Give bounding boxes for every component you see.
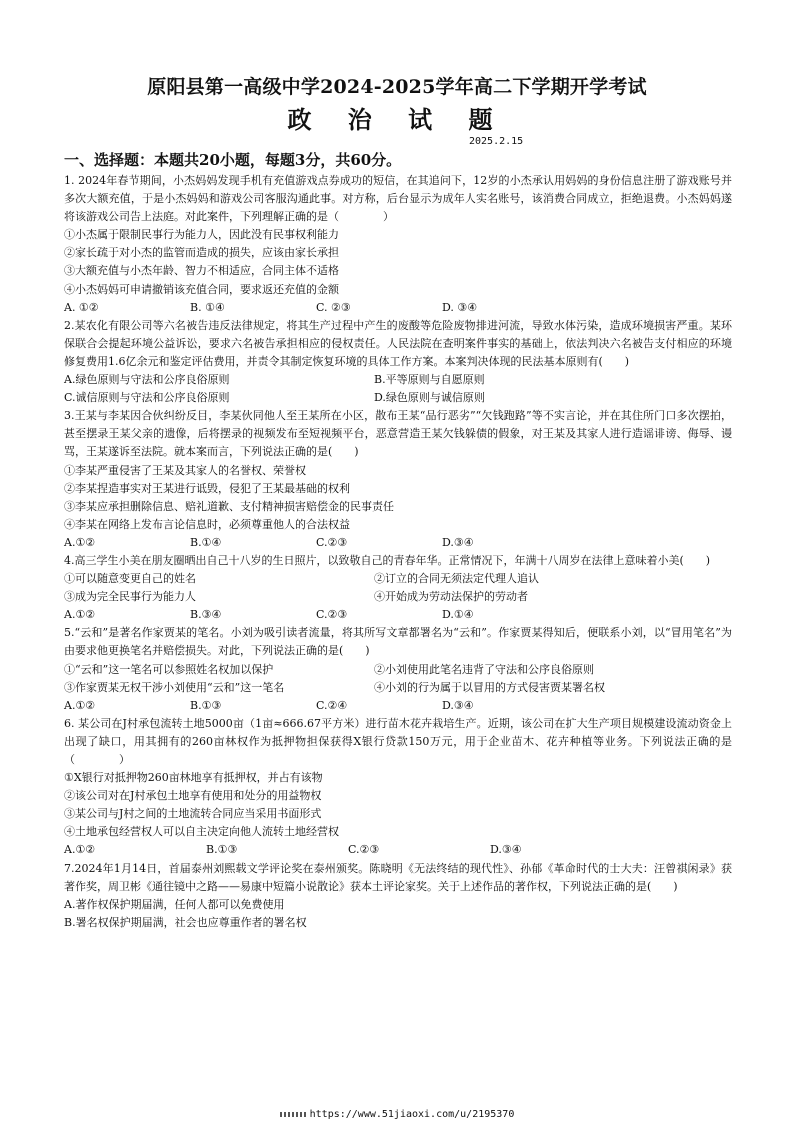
choice-b[interactable]: B.①③ xyxy=(190,698,222,712)
choice-a[interactable]: A.著作权保护期届满，任何人都可以免费使用 xyxy=(64,897,285,911)
question-1-choices xyxy=(64,299,732,317)
question-2-choices-row xyxy=(64,371,732,389)
question-6-stem: 6. 某公司在J村承包流转土地5000亩（1亩≈666.67平方米）进行苗木花卉栽培生产。近期，该公司在扩大生产项目规模建设流动资金上出现了缺口，用其拥有的260亩林权作为抵押物担保获得X银行贷款150万元，用于企业苗木、花卉种植等业务。下列说法正确的是（ ） xyxy=(64,716,732,766)
question-2-choices-row xyxy=(64,389,732,407)
choice-c[interactable]: C.②③ xyxy=(316,535,348,549)
choice-b[interactable]: B.署名权保护期届满，社会也应尊重作者的署名权 xyxy=(64,915,307,929)
question-4-choices xyxy=(64,606,732,624)
question-1-item: ③大额充值与小杰年龄、智力不相适应，合同主体不适格 xyxy=(64,264,339,278)
question-5-item: ①“云和”这一笔名可以参照姓名权加以保护 xyxy=(64,662,274,676)
choice-d[interactable]: D. ③④ xyxy=(442,300,478,314)
question-5-item: ③作家贾某无权干涉小刘使用“云和”这一笔名 xyxy=(64,680,285,694)
question-1-item: ①小杰属于限制民事行为能力人，因此没有民事权利能力 xyxy=(64,228,339,242)
section-heading: 一、选择题：本题共20小题，每题3分，共60分。 xyxy=(64,151,402,169)
choice-d[interactable]: D.绿色原则与诚信原则 xyxy=(374,391,485,405)
choice-d[interactable]: D.③④ xyxy=(442,698,474,712)
choice-d[interactable]: D.①④ xyxy=(442,608,474,622)
choice-d[interactable]: D.③④ xyxy=(442,535,474,549)
choice-b[interactable]: B.平等原则与自愿原则 xyxy=(374,373,485,387)
question-4-item: ③成为完全民事行为能力人 xyxy=(64,590,196,604)
choice-a[interactable]: A. ①② xyxy=(64,300,99,314)
choice-c[interactable]: C.②③ xyxy=(316,608,348,622)
question-5-item: ②小刘使用此笔名违背了守法和公序良俗原则 xyxy=(374,662,594,676)
question-3-item: ②李某捏造事实对王某进行诋毁，侵犯了王某最基础的权利 xyxy=(64,481,350,495)
page-footer xyxy=(0,1109,794,1120)
choice-c[interactable]: C.诚信原则与守法和公序良俗原则 xyxy=(64,391,230,405)
question-5-items-row xyxy=(64,679,732,697)
question-1-item: ②家长疏于对小杰的监管而造成的损失，应该由家长承担 xyxy=(64,246,339,260)
question-1-stem: 1. 2024年春节期间，小杰妈妈发现手机有充值游戏点券成功的短信，在其追问下，12岁的小杰承认用妈妈的身份信息注册了游戏账号并多次大额充值，于是小杰妈妈和游戏公司客服沟通此事。对方称，后台显示为成年人实名账号，该消费合同成立，拒绝退费。小杰妈妈遂将该游戏公司告上法庭。对此案件，下列理解正确的是（ ） xyxy=(64,174,732,224)
question-4-item: ④开始成为劳动法保护的劳动者 xyxy=(374,590,528,604)
question-list xyxy=(64,172,732,932)
question-5-stem: 5.“云和”是著名作家贾某的笔名。小刘为吸引读者流量，将其所写文章都署名为“云和”。作家贾某得知后，便联系小刘，以“冒用笔名”为由要求他更换笔名并赔偿损失。对此，下列说法正确的是( ) xyxy=(64,626,732,658)
question-2-stem: 2.某农化有限公司等六名被告违反法律规定，将其生产过程中产生的废酸等危险废物排进河流，导致水体污染，造成环境损害严重。某环保联合会提起环境公益诉讼，要求六名被告承担相应的侵权责任。人民法院在查明案件事实的基础上，依法判决六名被告支付相应的环境修复费用1.6亿余元和鉴定评估费用，并责令其制定恢复环境的具体工作方案。本案判决体现的民法基本原则有( ) xyxy=(64,318,732,368)
footer-url[interactable]: https://www.51jiaoxi.com/u/2195370 xyxy=(309,1109,515,1120)
question-6-item: ①X银行对抵押物260亩林地享有抵押权，并占有该物 xyxy=(64,771,323,785)
question-3-item: ④李某在网络上发布言论信息时，必须尊重他人的合法权益 xyxy=(64,517,350,531)
question-6-item: ②该公司对在J村承包土地享有使用和处分的用益物权 xyxy=(64,789,322,803)
question-4-item: ②订立的合同无须法定代理人追认 xyxy=(374,572,539,586)
exam-title: 原阳县第一高级中学2024-2025学年高二下学期开学考试 xyxy=(147,76,647,98)
question-3-choices xyxy=(64,534,732,552)
exam-date: 2025.2.15 xyxy=(469,136,524,147)
choice-c[interactable]: C. ②③ xyxy=(316,300,351,314)
question-1-item: ④小杰妈妈可申请撤销该充值合同，要求返还充值的金额 xyxy=(64,282,339,296)
question-6-item: ③某公司与J村之间的土地流转合同应当采用书面形式 xyxy=(64,807,322,821)
choice-d[interactable]: D.③④ xyxy=(490,843,522,857)
choice-a[interactable]: A.绿色原则与守法和公序良俗原则 xyxy=(64,373,230,387)
question-3-item: ③李某应承担删除信息、赔礼道歉、支付精神损害赔偿金的民事责任 xyxy=(64,499,394,513)
question-3-item: ①李某严重侵害了王某及其家人的名誉权、荣誉权 xyxy=(64,463,306,477)
choice-b[interactable]: B.①④ xyxy=(190,535,222,549)
question-6-choices xyxy=(64,841,732,859)
choice-a[interactable]: A.①② xyxy=(64,608,96,622)
choice-a[interactable]: A.①② xyxy=(64,535,96,549)
watermark-logo-icon xyxy=(280,1112,306,1117)
question-4-items-row xyxy=(64,570,732,588)
choice-b[interactable]: B. ①④ xyxy=(190,300,225,314)
question-4-items-row xyxy=(64,588,732,606)
exam-subtitle: 政 治 试 题 xyxy=(287,105,507,134)
question-4-stem: 4.高三学生小美在朋友圈晒出自己十八岁的生日照片，以致敬自己的青春年华。正常情况下，年满十八周岁在法律上意味着小美( ) xyxy=(64,553,711,567)
question-7-stem: 7.2024年1月14日，首届泰州刘熙载文学评论奖在泰州颁奖。陈晓明《无法终结的现代性》、孙郁《革命时代的士大夫：汪曾祺闲录》获著作奖，周卫彬《通往镜中之路——易康中短篇小说散论》获本土评论家奖。关于上述作品的著作权，下列说法正确的是( ) xyxy=(64,861,732,893)
question-5-item: ④小刘的行为属于以冒用的方式侵害贾某署名权 xyxy=(374,680,605,694)
choice-c[interactable]: C.②④ xyxy=(316,698,348,712)
choice-a[interactable]: A.①② xyxy=(64,843,96,857)
question-3-stem: 3.王某与李某因合伙纠纷反目，李某伙同他人至王某所在小区，散布王某“品行恶劣”“欠钱跑路”等不实言论，并在其住所门口多次摆拍，甚至摆录王某父亲的遗像，后将摆录的视频发布至短视频平台，恶意营造王某欠钱躲债的假象，对王某及其家人进行造谣诽谤、侮辱、谩骂，王某遂诉至法院。就本案而言，下列说法正确的是( ) xyxy=(64,409,732,459)
choice-a[interactable]: A.①② xyxy=(64,698,96,712)
question-6-item: ④土地承包经营权人可以自主决定向他人流转土地经营权 xyxy=(64,825,339,839)
question-4-item: ①可以随意变更自己的姓名 xyxy=(64,572,196,586)
choice-b[interactable]: B.③④ xyxy=(190,608,222,622)
question-5-items-row xyxy=(64,661,732,679)
choice-c[interactable]: C.②③ xyxy=(348,843,380,857)
choice-b[interactable]: B.①③ xyxy=(206,843,238,857)
question-5-choices xyxy=(64,697,732,715)
